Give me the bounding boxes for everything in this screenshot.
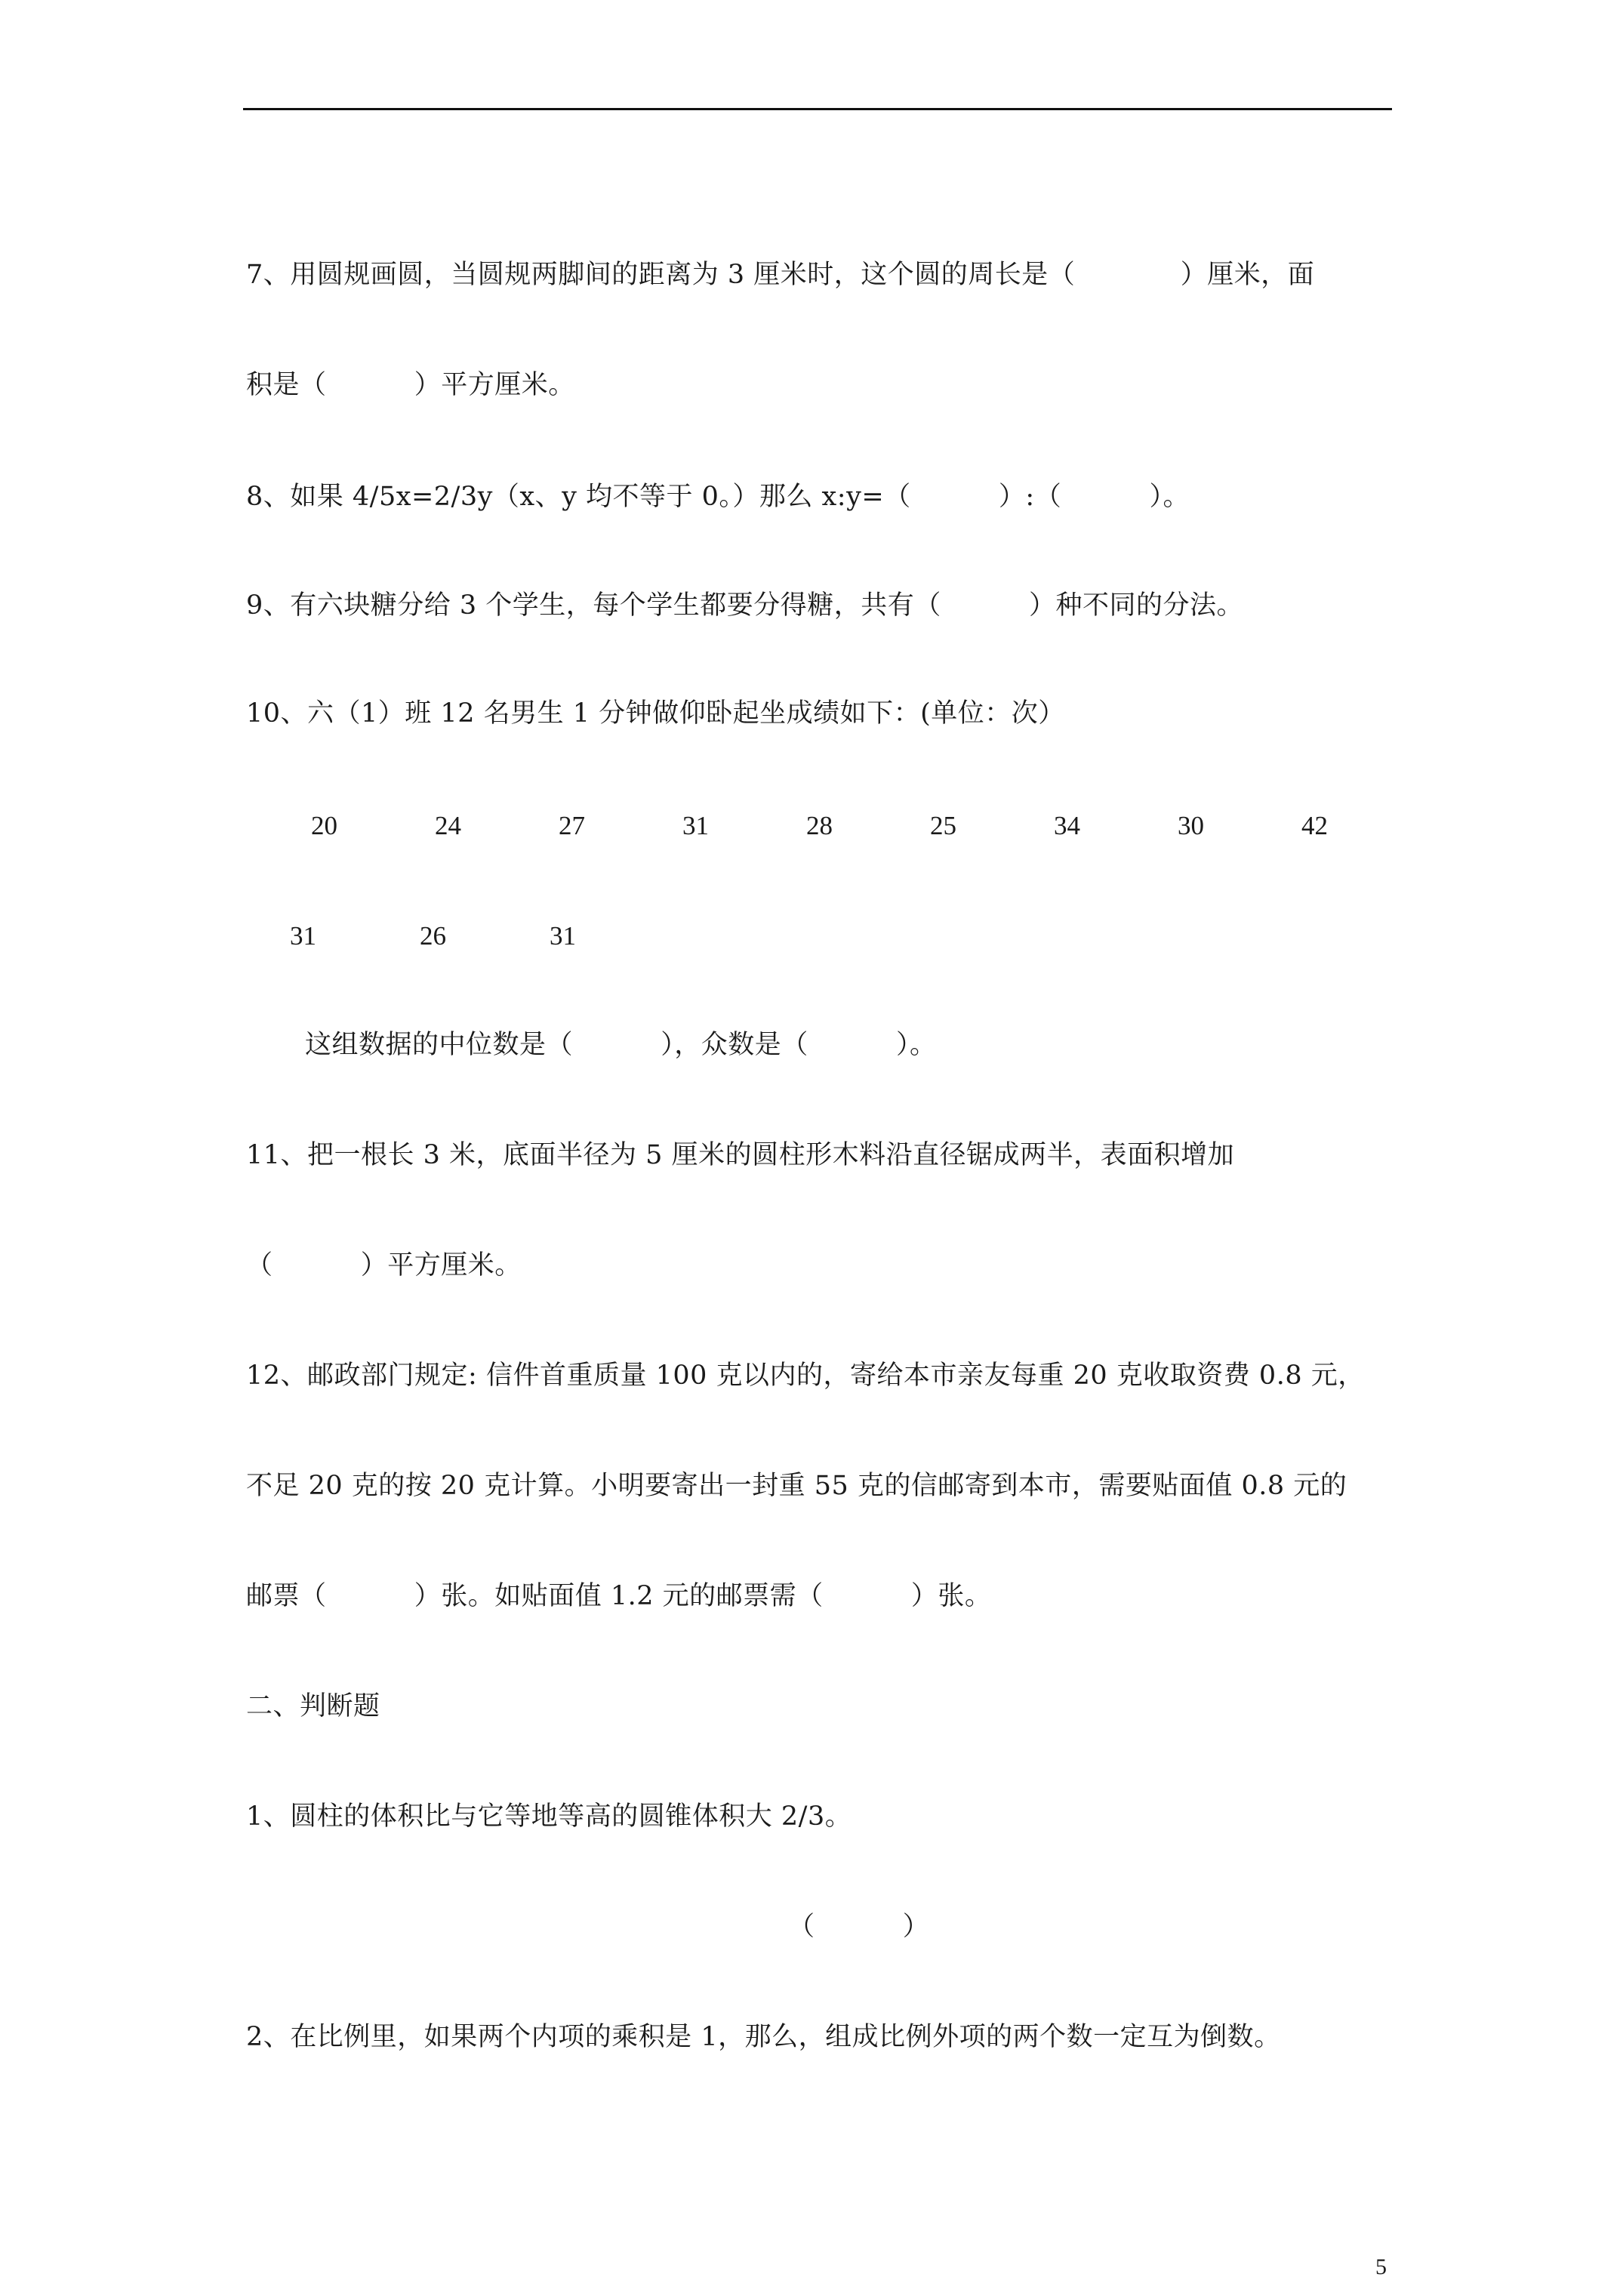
question-7-line-2: 积是（ ）平方厘米。	[246, 370, 575, 400]
question-11-line-1: 11、把一根长 3 米，底面半径为 5 厘米的圆柱形木料沿直径锯成两半，表面积增加	[246, 1140, 1235, 1170]
score-value: 20	[311, 811, 337, 840]
score-value: 28	[806, 811, 833, 840]
judgment-1-answer-blank: （ ）	[788, 1912, 930, 1942]
question-9: 9、有六块糖分给 3 个学生，每个学生都要分得糖，共有（ ）种不同的分法。	[246, 590, 1244, 621]
score-value: 27	[559, 811, 585, 840]
question-8: 8、如果 4/5x=2/3y（x、y 均不等于 0。）那么 x:y=（ ）:（ ）。	[246, 482, 1190, 512]
score-value: 26	[420, 921, 446, 951]
score-value: 34	[1054, 811, 1080, 840]
question-12-line-2: 不足 20 克的按 20 克计算。小明要寄出一封重 55 克的信邮寄到本市，需要贴面值 0.8 元的	[246, 1471, 1347, 1501]
score-value: 31	[682, 811, 709, 840]
score-value: 31	[550, 921, 576, 951]
question-12-line-3: 邮票（ ）张。如贴面值 1.2 元的邮票需（ ）张。	[246, 1581, 992, 1611]
score-value: 30	[1178, 811, 1204, 840]
question-11-line-2: （ ）平方厘米。	[246, 1250, 522, 1281]
section-heading-judgment: 二、判断题	[246, 1691, 380, 1721]
score-value: 42	[1301, 811, 1328, 840]
score-value: 31	[290, 921, 316, 951]
page-number: 5	[1375, 2254, 1387, 2279]
header-rule	[243, 108, 1392, 110]
score-value: 25	[930, 811, 956, 840]
judgment-1: 1、圆柱的体积比与它等地等高的圆锥体积大 2/3。	[246, 1801, 852, 1832]
judgment-2: 2、在比例里，如果两个内项的乘积是 1，那么，组成比例外项的两个数一定互为倒数。	[246, 2022, 1281, 2052]
question-10: 10、六（1）班 12 名男生 1 分钟做仰卧起坐成绩如下：(单位：次）	[246, 698, 1065, 729]
score-value: 24	[435, 811, 461, 840]
question-10-prompt: 这组数据的中位数是（ ），众数是（ ）。	[305, 1030, 937, 1060]
question-12-line-1: 12、邮政部门规定: 信件首重质量 100 克以内的，寄给本市亲友每重 20 克收取资费 0.8 元，	[246, 1361, 1365, 1391]
question-7-line-1: 7、用圆规画圆，当圆规两脚间的距离为 3 厘米时，这个圆的周长是（ ）厘米，面	[246, 260, 1315, 290]
